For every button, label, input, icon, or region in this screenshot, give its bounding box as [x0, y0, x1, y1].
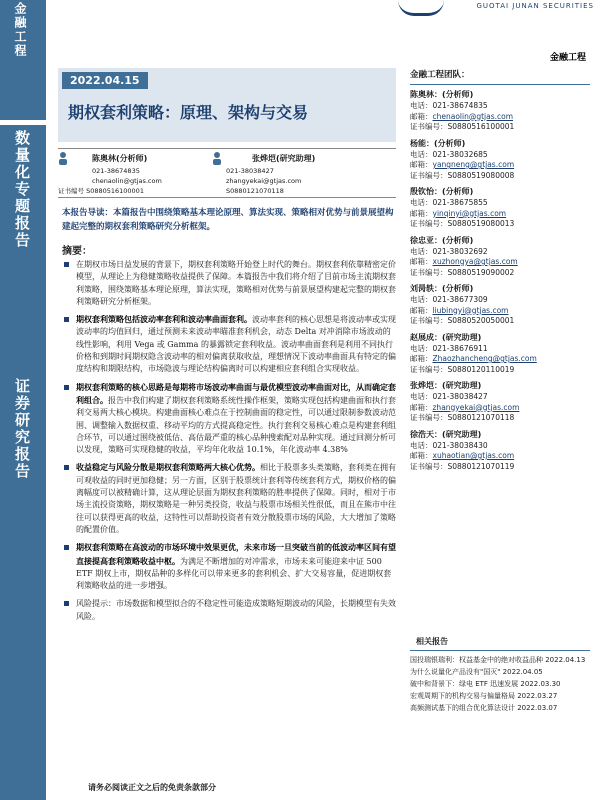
sidebar-top-label: 金融工程 [13, 2, 27, 58]
author-phone: 021-38674835 [92, 167, 140, 175]
member-cert: 证书编号：S0880519090002 [410, 267, 515, 277]
sidebar [0, 0, 46, 800]
department-tag: 金融工程 [549, 53, 586, 63]
bullet-text: 相比于股票多头类策略，套利类在拥有可观收益的同时更加稳健；另一方面，区别于股票统计套利等传统套利方式，期权价格的偏离幅度可以被精确计算，这从理论层面为期权套利策略的胜率提供了保障。同时，相对于市场主流投资策略，期权策略是一种另类投资，收益与股票市场相关性很低，而且在熊市中往往可以获得更高的收益，这特性可以帮助投资者有效分散股票市场的风险，大大增加了策略的配置价值。 [76, 463, 396, 534]
bullet-item [62, 313, 396, 375]
member-phone: 电话：021-38675855 [410, 198, 488, 207]
team-heading: 金融工程团队： [410, 68, 590, 85]
member-email[interactable]: Zhaozhancheng@gtjas.com [432, 354, 537, 363]
person-icon [58, 151, 68, 165]
team-member: 徐忠亚：(分析师) 电话：021-38032692 邮箱：xuzhongya@gtjas.com 证书编号：S0880519090002 [410, 235, 590, 279]
report-date: 2022.04.15 [62, 72, 148, 89]
member-phone: 电话：021-38038427 [410, 392, 488, 401]
report-title: 期权套利策略：原理、架构与交易 [68, 103, 309, 122]
logo-icon [398, 0, 444, 16]
member-email[interactable]: zhangyekai@gtjas.com [432, 402, 520, 412]
related-item[interactable]: 国投瑞银瑞利：权益基金中的绝对收益品种 2022.04.13 [410, 656, 586, 664]
member-cert: 证书编号：S0880121070118 [410, 413, 515, 422]
author-cert: 证书编号 S0880516100001 [58, 187, 144, 195]
member-email[interactable]: liubingyi@gtjas.com [432, 305, 509, 315]
title-banner [58, 68, 396, 142]
member-name: 徐忠亚：(分析师) [410, 235, 474, 245]
author-email: zhangyekai@gtjas.com [226, 177, 302, 185]
member-phone: 电话：021-38038430 [410, 440, 488, 450]
author-email: chenaolin@gtjas.com [92, 177, 162, 185]
member-phone: 电话：021-38676911 [410, 343, 488, 353]
bullet-text: 报告中我们构建了期权套利策略系统性操作框架，策略实现包括构建曲面和执行套利交易两大核心模块。构建曲面核心难点在于控制曲面的稳定性，可以通过限制参数波动范围、调整输入数据权重、移动平均的方式提高稳定性。执行套利交易核心难点是构建套利组合环节，可以通过围绕被低估、高估最严重的核心品种搜索配对品种实现。通过回测分析可以发现，策略可实现稳健的收益，平均年化收益 10.1%，年化波动率 4.38% [76, 395, 396, 455]
person-icon [212, 151, 222, 165]
member-cert: 证书编号：S0880519080013 [410, 219, 515, 228]
bullet-bold: 期权套利策略在高波动的市场环境中效果更优，未来市场一旦突破当前的低波动率区间有望直接提高套利策略收益中枢。 [76, 542, 396, 566]
member-name: 赵展成：(研究助理) [410, 332, 482, 342]
member-email[interactable]: xuzhongya@gtjas.com [432, 257, 518, 266]
author-name: 张烨垲(研究助理) [252, 154, 316, 163]
member-phone: 电话：021-38032692 [410, 246, 488, 256]
member-name: 刘昺轶：(分析师) [410, 284, 474, 293]
member-name: 陈奥林：(分析师) [410, 90, 474, 99]
team-panel [410, 68, 590, 477]
sidebar-bottom-label: 证券研究报告 [13, 378, 31, 480]
author-name: 陈奥林(分析师) [92, 154, 148, 163]
bullet-text: 风险提示：市场数据和模型拟合的不稳定性可能造成策略短期波动的风险，长期模型有失效风险。 [76, 599, 396, 621]
team-member: 赵展成：(研究助理) 电话：021-38676911 邮箱：Zhaozhancheng@gtjas.com 证书编号：S0880120110019 [410, 332, 590, 376]
author-block [58, 148, 396, 198]
bullet-item [62, 258, 396, 308]
bullet-text: 为满足不断增加的对冲需求，市场未来可能迎来中证 500 ETF 期权上市，期权品种的多样化可以带来更多的套利机会、扩大交易容量，促进期权套利策略收益的进一步增强。 [76, 556, 392, 591]
bullet-item [62, 381, 396, 457]
bullet-text: 波动率套利的核心思想是将波动率或实现波动率的均值回归，通过预测未来波动率瞄准套利机会，动态 Delta 对冲消除市场波动的线性影响，利用 Vega 或 Gamma 的暴露锁定套利收益。波动率曲面套利是利用不同执行价格和到期时间期权隐含波动率的相对偏离获取收益，理想情况下波动率曲面具有特定的偏度结构和期限结构，市场隐波与理论结构偏离时可以构建相应套利组合实现收益。 [76, 315, 396, 374]
member-phone: 电话：021-38674835 [410, 101, 488, 110]
member-email[interactable]: xuhaotian@gtjas.com [432, 451, 515, 460]
team-member: 徐浩天：(研究助理) 电话：021-38038430 邮箱：xuhaotian@gtjas.com 证书编号：S0880121070119 [410, 429, 590, 473]
author-2 [226, 153, 315, 196]
bullet-bold: 期权套利策略的核心思路是每期将市场波动率曲面与最优模型波动率曲面对比，从而确定套利组合。 [76, 381, 396, 405]
sidebar-divider [0, 120, 46, 125]
member-name: 徐浩天：(研究助理) [410, 429, 482, 439]
abstract-heading: 摘要： [62, 246, 92, 257]
member-phone: 电话：021-38032685 [410, 149, 488, 159]
related-heading: 相关报告 [410, 634, 590, 651]
member-email[interactable]: yangneng@gtjas.com [432, 160, 515, 169]
related-reports [410, 634, 590, 715]
member-name: 殷钦怡：(分析师) [410, 187, 474, 196]
team-member: 张烨垲：(研究助理) 电话：021-38038427 邮箱：zhangyekai@gtjas.com 证书编号：S0880121070118 [410, 380, 590, 424]
related-item[interactable]: 高频测试基下的组合优化算法设计 2022.03.07 [410, 704, 558, 712]
member-cert: 证书编号：S0880519080008 [410, 170, 515, 180]
abstract-bullets [62, 258, 396, 628]
bullet-bold: 收益稳定与风险分散是期权套利策略两大核心优势。 [76, 462, 260, 473]
team-member: 陈奥林：(分析师) 电话：021-38674835 邮箱：chenaolin@gtjas.com 证书编号：S0880516100001 [410, 89, 590, 133]
member-cert: 证书编号：S0880121070119 [410, 461, 515, 471]
bullet-item [62, 461, 396, 536]
member-name: 张烨垲：(研究助理) [410, 381, 482, 390]
member-cert: 证书编号：S0880516100001 [410, 122, 515, 131]
member-name: 杨能：(分析师) [410, 138, 466, 148]
team-member: 刘昺轶：(分析师) 电话：021-38677309 邮箱：liubingyi@gtjas.com 证书编号：S0880520050001 [410, 283, 590, 327]
logo-text: GUOTAI JUNAN SECURITIES [476, 2, 594, 10]
member-phone: 电话：021-38677309 [410, 295, 488, 304]
related-item[interactable]: 为什么说量化产品没有"国灭" 2022.04.05 [410, 668, 543, 676]
team-member: 杨能：(分析师) 电话：021-38032685 邮箱：yangneng@gtjas.com 证书编号：S0880519080008 [410, 138, 590, 182]
author-cert: S0880121070118 [226, 187, 284, 195]
member-email[interactable]: yinqinyi@gtjas.com [432, 208, 507, 218]
bullet-item [62, 541, 396, 592]
bullet-text: 在期权市场日益发展的背景下，期权套利策略开始登上时代的舞台。期权套利依靠精密定价模型，从理论上为稳健策略收益提供了保障。本篇报告中我们将介绍了目前市场主流期权套利策略，围绕策略基本理论原理，算法实现，策略相对优势与前景展望构建起完整的期权套利策略研究分析框架。 [76, 260, 396, 306]
related-item[interactable]: 破中和背景下：绿电 ETF 迅速发展 2022.03.30 [410, 680, 561, 688]
member-cert: 证书编号：S0880520050001 [410, 316, 515, 325]
author-1 [58, 153, 162, 196]
related-item[interactable]: 宏观周期下的机构交易与偏量格局 2022.03.27 [410, 692, 558, 700]
bullet-bold: 期权套利策略包括波动率套利和波动率曲面套利。 [76, 314, 252, 325]
team-member: 殷钦怡：(分析师) 电话：021-38675855 邮箱：yinqinyi@gtjas.com 证书编号：S0880519080013 [410, 186, 590, 230]
member-cert: 证书编号：S0880120110019 [410, 364, 515, 374]
disclaimer-note: 请务必阅读正文之后的免责条款部分 [88, 782, 216, 792]
bullet-item [62, 597, 396, 623]
sidebar-mid-label: 数量化专题报告 [13, 130, 31, 249]
author-phone: 021-38038427 [226, 167, 274, 175]
report-guide: 本报告导读：本篇报告中围绕策略基本理论原理、算法实现、策略相对优势与前景展望构建起完整的期权套利策略研究分析框架。 [62, 208, 394, 232]
member-email[interactable]: chenaolin@gtjas.com [432, 111, 514, 121]
